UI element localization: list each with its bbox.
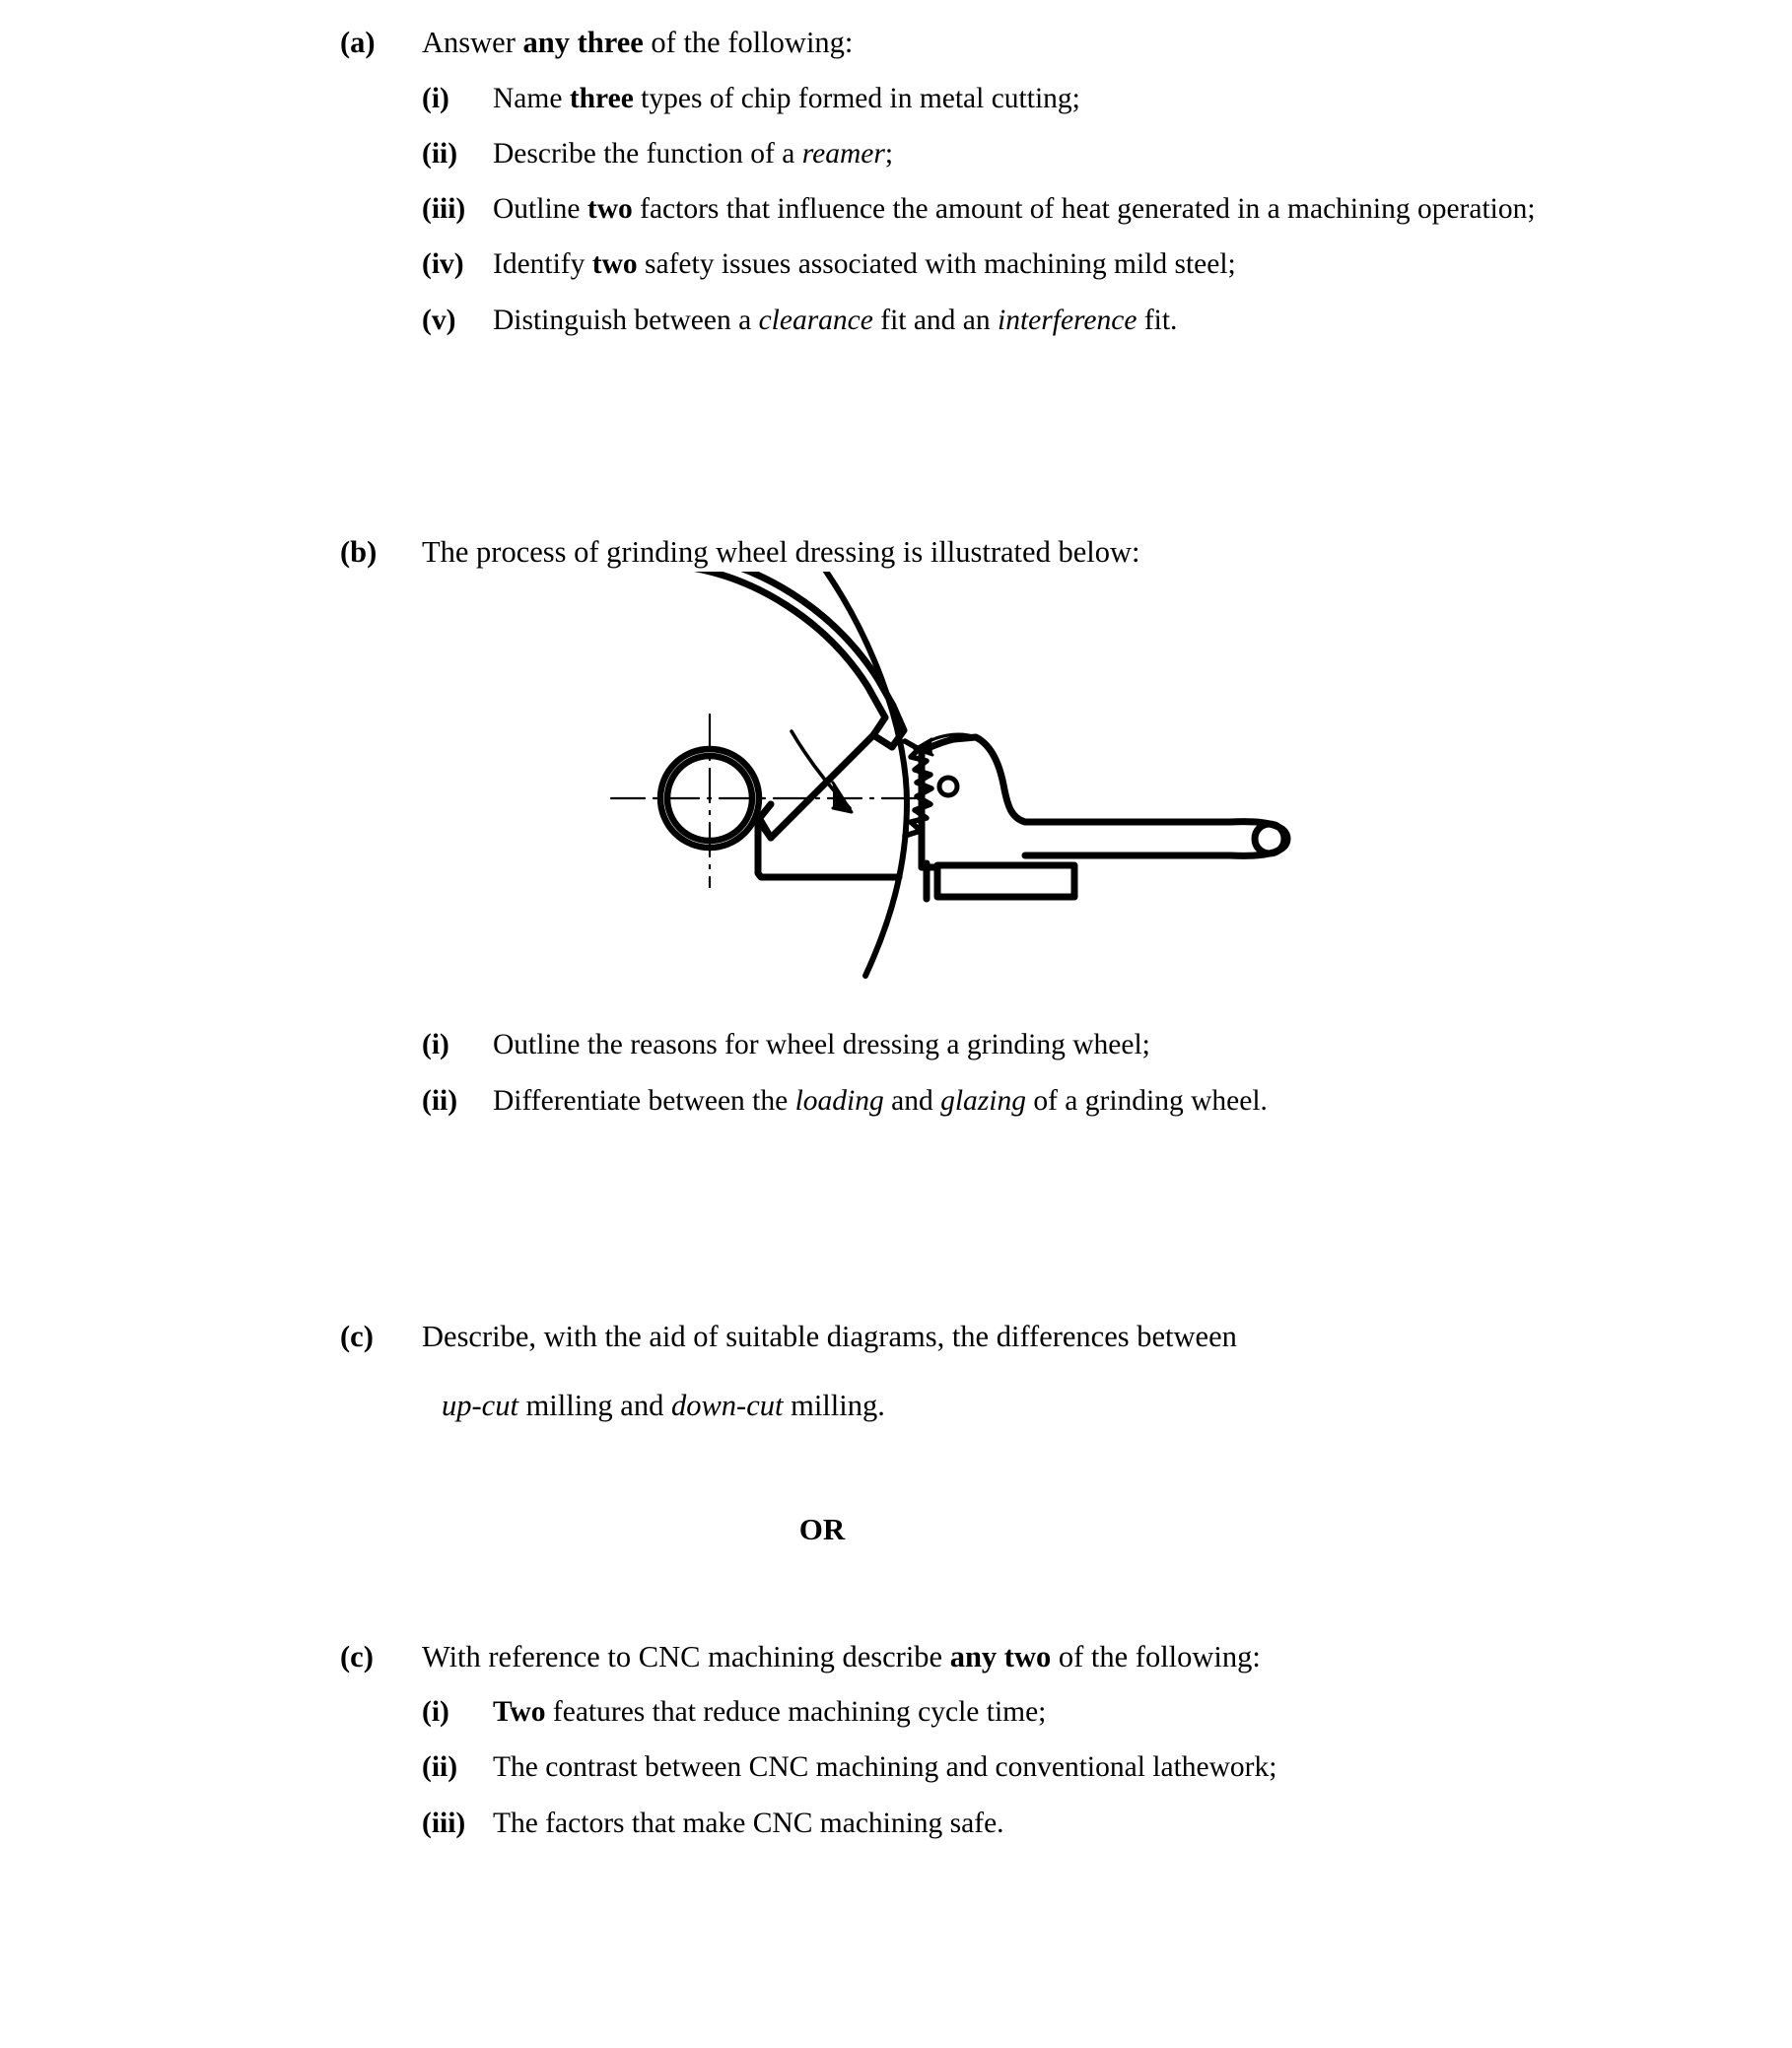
- item-marker: (i): [422, 82, 449, 114]
- item-marker: (ii): [422, 1084, 458, 1117]
- part-a-stem: Answer any three of the following:: [422, 26, 854, 59]
- item-text: The factors that make CNC machining safe.: [493, 1807, 1004, 1839]
- part-c-first-line1: Describe, with the aid of suitable diagrams, the differences between: [422, 1319, 1237, 1353]
- question-item-b-ii: [422, 1082, 1565, 1121]
- part-c-second-stem: With reference to CNC machining describe any two of the following:: [422, 1639, 1261, 1673]
- question-item-c-iii: [422, 1805, 1565, 1843]
- dresser-pivot-pin: [939, 778, 957, 795]
- item-marker: (iii): [422, 193, 466, 226]
- part-marker-a: (a): [340, 26, 376, 59]
- question-item-c-ii: [422, 1748, 1565, 1787]
- item-text: Name three types of chip formed in metal cutting;: [493, 82, 1080, 114]
- question-part-a: [340, 24, 1555, 63]
- question-item-a-ii: [422, 135, 1565, 173]
- part-marker-b: (b): [340, 534, 378, 569]
- part-c-first-line2: up-cut milling and down-cut milling.: [442, 1388, 885, 1422]
- item-marker: (i): [422, 1029, 449, 1061]
- question-item-b-i: [422, 1026, 1565, 1064]
- part-marker-c-second: (c): [340, 1639, 374, 1673]
- item-marker: (i): [422, 1696, 449, 1729]
- item-text: The contrast between CNC machining and conventional lathework;: [493, 1751, 1277, 1784]
- item-text: Differentiate between the loading and glazing of a grinding wheel.: [493, 1084, 1268, 1117]
- item-marker: (iii): [422, 1807, 466, 1839]
- item-marker: (iv): [422, 248, 464, 281]
- item-text: Two features that reduce machining cycle time;: [493, 1696, 1047, 1729]
- dresser-body: [922, 737, 1025, 867]
- item-marker: (ii): [422, 137, 458, 170]
- question-part-b: [340, 533, 1555, 573]
- dresser-handle-eye: [1230, 822, 1287, 856]
- question-part-c-first: [340, 1318, 1555, 1357]
- question-item-a-i: [422, 80, 1565, 118]
- item-marker: (v): [422, 304, 456, 336]
- item-text: Outline the reasons for wheel dressing a grinding wheel;: [493, 1029, 1150, 1061]
- part-b-stem: The process of grinding wheel dressing is illustrated below:: [422, 534, 1140, 569]
- item-text: Distinguish between a clearance fit and an interference fit.: [493, 304, 1178, 336]
- dresser-base-block: [927, 863, 1074, 899]
- dresser-handle: [1025, 822, 1230, 855]
- rotation-arrow: [792, 731, 852, 812]
- guard-support-arm: [771, 735, 873, 838]
- question-item-a-v: [422, 302, 1565, 340]
- question-item-a-iii: [422, 190, 1565, 229]
- question-part-c-second: [340, 1638, 1555, 1677]
- grinding-wheel-dressing-figure: [0, 572, 1792, 986]
- question-item-a-iv: [422, 245, 1565, 284]
- item-marker: (ii): [422, 1751, 458, 1784]
- question-item-c-i: [422, 1693, 1565, 1732]
- part-marker-c-first: (c): [340, 1319, 374, 1353]
- item-text: Outline two factors that influence the amount of heat generated in a machining operation;: [493, 193, 1536, 226]
- item-text: Identify two safety issues associated with machining mild steel;: [493, 248, 1236, 281]
- wheel-flange-bracket: [758, 804, 899, 877]
- or-divider: OR: [798, 1511, 846, 1546]
- item-text: Describe the function of a reamer;: [493, 137, 894, 170]
